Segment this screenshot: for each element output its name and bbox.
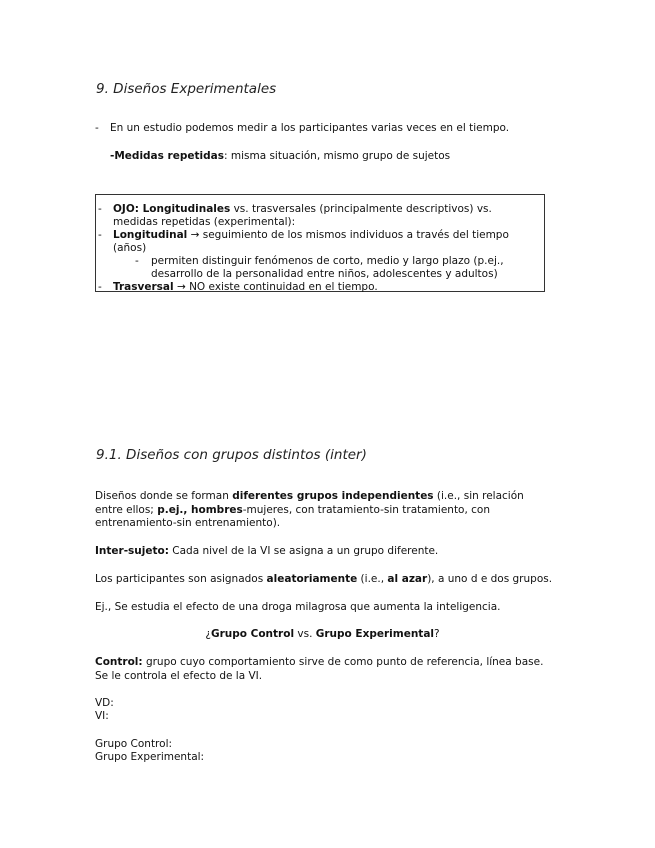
section-9-heading: 9. Diseños Experimentales xyxy=(96,81,277,97)
section-9-bullet xyxy=(95,122,565,136)
paragraph-groups-text-a: Diseños donde se forman xyxy=(95,490,233,502)
inter-sujeto-text: Cada nivel de la VI se asigna a un grupo diferente. xyxy=(168,545,439,557)
note-dash: - xyxy=(98,281,102,293)
random-assignment-azar: al azar xyxy=(387,573,428,585)
note-box xyxy=(95,194,545,292)
paragraph-groups-text-c: (i.e., sin relación entre ellos; xyxy=(95,490,524,516)
note-subitem xyxy=(96,255,536,281)
note-item-longitudinal-text xyxy=(113,229,536,255)
note-item-longitudinal-label: Longitudinal xyxy=(113,229,188,241)
random-assignment-text-e: ), a uno d e dos grupos. xyxy=(427,573,553,585)
grupo-control-line: Grupo Control: xyxy=(95,738,173,750)
note-dash: - xyxy=(98,229,102,241)
control-label: Control: xyxy=(95,656,143,668)
paragraph-groups xyxy=(95,490,550,531)
paragraph-groups-example: p.ej., hombres xyxy=(157,503,243,516)
section-9-bullet-text: En un estudio podemos medir a los participantes varias veces en el tiempo. xyxy=(110,122,510,134)
note-item-ojo-text xyxy=(113,203,536,229)
section-9-1-heading: 9.1. Diseños con grupos distintos (inter) xyxy=(96,447,367,463)
inter-sujeto-label: Inter-sujeto: xyxy=(95,545,169,557)
paragraph-groups-text-e: -mujeres, con tratamiento-sin tratamiento, con entrenamiento-sin entrenamiento). xyxy=(95,503,491,529)
note-item-trasversal-rest: → NO existe continuidad en el tiempo. xyxy=(173,281,378,293)
note-item-trasversal-label: Trasversal xyxy=(113,281,174,293)
random-assignment-text-a: Los participantes son asignados xyxy=(95,573,267,585)
note-item-ojo-rest: vs. trasversales (principalmente descriptivos) vs. medidas repetidas (experimental): xyxy=(113,203,492,228)
note-item-ojo-label: OJO: Longitudinales xyxy=(113,203,231,215)
question-close: ? xyxy=(434,628,440,640)
note-item-ojo xyxy=(96,203,536,229)
paragraph-groups-bold: diferentes grupos independientes xyxy=(232,490,434,502)
random-assignment-bold: aleatoriamente xyxy=(266,573,358,585)
control-text: grupo cuyo comportamiento sirve de como punto de referencia, línea base. Se le controla el efecto de la VI. xyxy=(95,656,544,682)
paragraph-random-assignment xyxy=(95,573,552,587)
note-item-trasversal xyxy=(96,281,536,294)
note-item-longitudinal-rest: → seguimiento de los mismos individuos a través del tiempo (años) xyxy=(113,229,509,254)
grupo-experimental-line: Grupo Experimental: xyxy=(95,751,205,763)
paragraph-example: Ej., Se estudia el efecto de una droga milagrosa que aumenta la inteligencia. xyxy=(95,601,501,613)
note-dash: - xyxy=(98,203,102,215)
repeated-measures-line xyxy=(110,150,450,164)
question-vs: vs. xyxy=(294,628,316,640)
question-control: Grupo Control xyxy=(210,628,295,640)
bullet-dash: - xyxy=(95,122,99,134)
vi-line: VI: xyxy=(95,710,109,722)
question-open: ¿ xyxy=(205,628,211,640)
paragraph-control xyxy=(95,656,545,683)
repeated-measures-label: -Medidas repetidas xyxy=(110,150,224,162)
vd-line: VD: xyxy=(95,697,114,709)
paragraph-inter-sujeto xyxy=(95,545,438,559)
note-item-trasversal-text xyxy=(113,281,378,294)
note-subitem-text: permiten distinguir fenómenos de corto, medio y largo plazo (p.ej., desarrollo de la personalidad entre niños, adolescentes y adultos) xyxy=(151,255,504,280)
control-vs-experimental-question xyxy=(95,628,550,642)
note-item-longitudinal xyxy=(96,229,536,255)
random-assignment-text-c: (i.e., xyxy=(357,573,388,585)
note-sub-dash: - xyxy=(135,255,139,267)
question-experimental: Grupo Experimental xyxy=(315,628,435,640)
repeated-measures-text: : misma situación, mismo grupo de sujetos xyxy=(223,150,451,162)
